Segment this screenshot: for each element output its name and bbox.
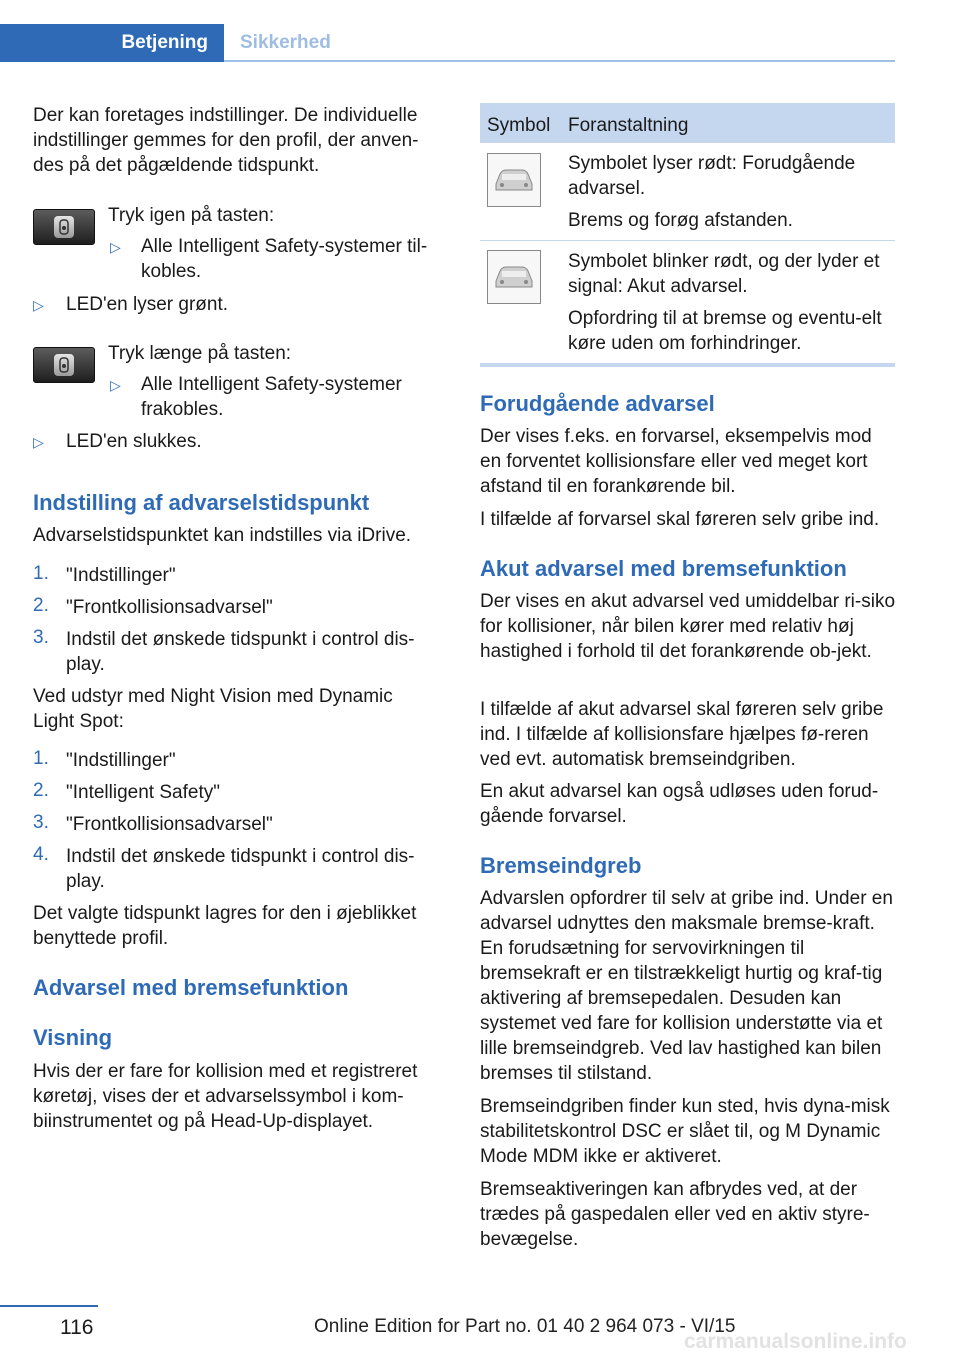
intro-text: Der kan foretages indstillinger. De individuelle indstillinger gemmes for den profil, der anven‐des på det pågældende tidspunkt. [33, 105, 419, 176]
safety-key-image [33, 347, 95, 383]
bullet-arrow-icon: ▷ [110, 377, 121, 393]
tab-sikkerhed[interactable] [224, 24, 354, 62]
list-number: 2. [33, 780, 49, 801]
heading-acute-warning: Akut advarsel med bremsefunktion [480, 556, 847, 581]
tab-betjening-label: Betjening [121, 32, 208, 53]
list-item: "Frontkollisionsadvarsel" [66, 814, 273, 835]
safety-key-icon [54, 216, 74, 238]
car-warning-icon [487, 250, 541, 304]
list-number: 2. [33, 595, 49, 616]
brake-text-1: Advarslen opfordrer til selv at gribe ind. Under en advarsel udnyttes den maksmale bremse‐kraft. En forudsætning for servovirkningen til bremsekraft er en tilstrækkeligt hurtig og kraf‐tig aktivering af bremsepedalen. Desuden kan systemet ved fare for kollision understøtte via et lille bremseindgreb. Ved lav hastighed kan bilen bremses til stilstand. [480, 888, 893, 1084]
brake-text-3: Bremseaktiveringen kan afbrydes ved, at der trædes på gaspedalen eller ved en aktiv styre‐bevægelse. [480, 1179, 870, 1250]
heading-pre-warning: Forudgående advarsel [480, 391, 715, 416]
press-again-text: Tryk igen på tasten: [108, 205, 275, 226]
heading-brake-function: Advarsel med bremsefunktion [33, 975, 349, 1000]
heading-setting: Indstilling af advarselstidspunkt [33, 490, 370, 515]
bullet-arrow-icon: ▷ [33, 297, 44, 313]
list-number: 3. [33, 627, 49, 648]
list-number: 4. [33, 844, 49, 865]
list-item: Indstil det ønskede tidspunkt i control dis‐play. [66, 846, 415, 892]
watermark-text: carmanualsonline.info [684, 1330, 907, 1353]
pre-warning-text-2: I tilfælde af forvarsel skal føreren selv gribe ind. [480, 509, 880, 530]
list-item: Indstil det ønskede tidspunkt i control dis‐play. [66, 629, 415, 675]
footer-divider [0, 1305, 98, 1307]
edition-text: Online Edition for Part no. 01 40 2 964 073 - VI/15 [314, 1316, 736, 1337]
list-item: "Indstillinger" [66, 565, 176, 586]
table-bottom-border [480, 363, 895, 367]
night-vision-text: Ved udstyr med Night Vision med Dynamic Light Spot: [33, 686, 393, 732]
press-long-bullet: Alle Intelligent Safety-systemer frakobles. [141, 374, 402, 420]
press-long-text: Tryk længe på tasten: [108, 343, 292, 364]
pre-warning-text-1: Der vises f.eks. en forvarsel, eksempelvis mod en forventet kollisionsfare eller ved meget kort afstand til en forankørende bil. [480, 426, 872, 497]
tab-betjening[interactable] [0, 24, 224, 62]
bullet-arrow-icon: ▷ [33, 434, 44, 450]
acute-text-2: I tilfælde af akut advarsel skal føreren selv gribe ind. I tilfælde af kollisionsfare hjælpes fø‐reren ved evt. automatisk bremseindgriben. [480, 699, 884, 770]
list-number: 1. [33, 748, 49, 769]
list-item: "Indstillinger" [66, 750, 176, 771]
press-again-bullet: Alle Intelligent Safety-systemer til‐kobles. [141, 236, 428, 282]
safety-key-image [33, 209, 95, 245]
saved-text: Det valgte tidspunkt lagres for den i øjeblikket benyttede profil. [33, 903, 417, 949]
car-warning-icon [487, 153, 541, 207]
acute-text-3: En akut advarsel kan også udløses uden forud‐gående forvarsel. [480, 781, 879, 827]
tab-sikkerhed-label: Sikkerhed [240, 32, 331, 53]
led-green-text: LED'en lyser grønt. [66, 294, 229, 315]
list-item: "Frontkollisionsadvarsel" [66, 597, 273, 618]
setting-text: Advarselstidspunktet kan indstilles via iDrive. [33, 525, 412, 546]
table-row-1-line2: Brems og forøg afstanden. [568, 210, 793, 231]
list-number: 3. [33, 812, 49, 833]
list-item: "Intelligent Safety" [66, 782, 220, 803]
acute-text-1: Der vises en akut advarsel ved umiddelbar ri‐siko for kollisioner, når bilen kører med relativ høj hastighed i forhold til det forankørende ob‐jekt. [480, 591, 896, 662]
display-text: Hvis der er fare for kollision med et registreret køretøj, vises der et advarselssymbol i kom‐biinstrumentet og på Head-Up-displayet. [33, 1061, 418, 1132]
table-header-action: Foranstaltning [568, 115, 689, 136]
list-number: 1. [33, 563, 49, 584]
brake-text-2: Bremseindgriben finder kun sted, hvis dyna‐misk stabilitetskontrol DSC er slået til, og M Dynamic Mode MDM ikke er aktiveret. [480, 1096, 890, 1167]
page-number: 116 [60, 1316, 94, 1339]
heading-display: Visning [33, 1025, 113, 1050]
safety-key-icon [54, 354, 74, 376]
table-header-symbol: Symbol [487, 115, 551, 136]
led-off-text: LED'en slukkes. [66, 431, 202, 452]
bullet-arrow-icon: ▷ [110, 239, 121, 255]
table-row-2-line2: Opfordring til at bremse og eventu‐elt køre uden om forhindringer. [568, 308, 882, 354]
table-row-divider [480, 240, 895, 241]
heading-brake-intervention: Bremseindgreb [480, 853, 642, 878]
table-row-2-line1: Symbolet blinker rødt, og der lyder et signal: Akut advarsel. [568, 251, 880, 297]
table-row-1-line1: Symbolet lyser rødt: Forudgående advarsel. [568, 153, 856, 199]
